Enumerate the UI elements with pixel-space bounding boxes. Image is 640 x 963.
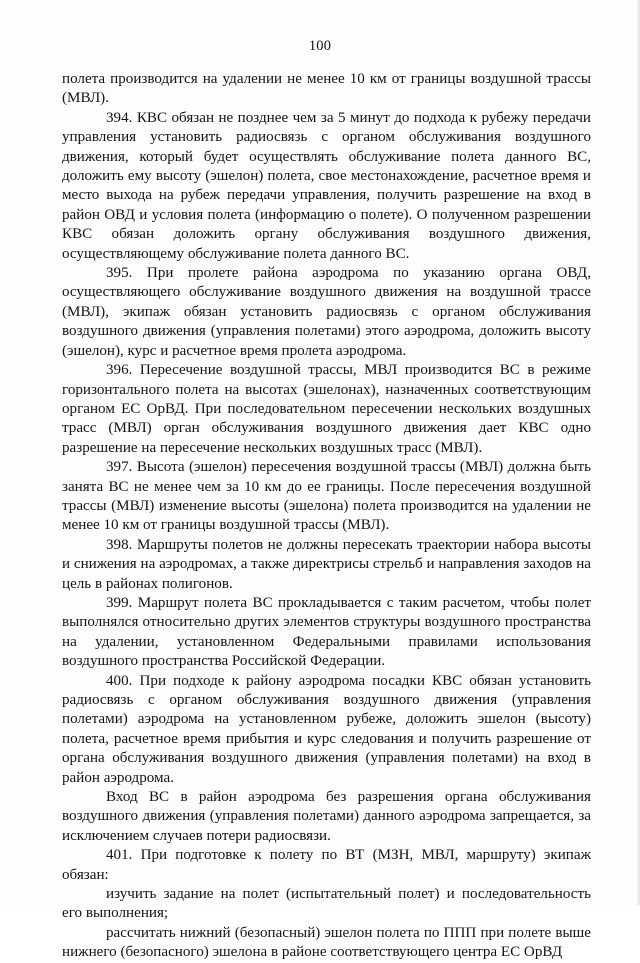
body-text — [62, 70, 591, 963]
paragraph-394: 394. КВС обязан не позднее чем за 5 минут до подхода к рубежу передачи управления установить радиосвязь с органом обслуживания воздушного движения, который будет осуществлять обслуживание полета данного ВС, доложить ему высоту (эшелон) полета, свое местонахождение, расчетное время и место выхода на рубеж передачи управления, получить разрешение на вход в район ОВД и условия полета (информацию о полете). О полученном разрешении КВС обязан доложить органу обслуживания воздушного движения, осуществляющему обслуживание полета данного ВС. — [62, 109, 591, 262]
paragraph-398: 398. Маршруты полетов не должны пересекать траектории набора высоты и снижения на аэродромах, а также директрисы стрельб и направления заходов на цель в районах полигонов. — [62, 536, 591, 592]
paragraph-401-item-study: изучить задание на полет (испытательный полет) и последовательность его выполнения; — [62, 886, 591, 922]
paragraph-401: 401. При подготовке к полету по ВТ (МЗН, МВЛ, маршруту) экипаж обязан: — [62, 847, 591, 883]
paragraph-401-item-calculate: рассчитать нижний (безопасный) эшелон полета по ППП при полете выше нижнего (безопасного) эшелона в районе соответствующего центра ЕС ОрВД — [62, 924, 591, 961]
paragraph-400-entry-rule: Вход ВС в район аэродрома без разрешения органа обслуживания воздушного движения (управления полетами) данного аэродрома запрещается, за исключением случаев потери радиосвязи. — [62, 789, 591, 844]
paragraph-396: 396. Пересечение воздушной трассы, МВЛ производится ВС в режиме горизонтального полета на высотах (эшелонах), назначенных соответствующим органом ЕС ОрВД. При последовательном пересечении нескольких воздушных трасс (МВЛ) орган обслуживания воздушного движения дает КВС одно разрешение на пересечение нескольких воздушных трасс (МВЛ). — [62, 362, 591, 456]
paragraph-395: 395. При пролете района аэродрома по указанию органа ОВД, осуществляющего обслуживание воздушного движения на воздушной трассе (МВЛ), экипаж обязан установить радиосвязь с органом обслуживания воздушного движения (управления полетами) этого аэродрома, доложить высоту (эшелон), курс и расчетное время пролета аэродрома. — [62, 265, 591, 359]
page-number: 100 — [308, 38, 332, 54]
paragraph-397: 397. Высота (эшелон) пересечения воздушной трассы (МВЛ) должна быть занята ВС не менее чем за 10 км до ее границы. После пересечения воздушной трассы (МВЛ) изменение высоты (эшелона) полета производится на удалении не менее 10 км от границы воздушной трассы (МВЛ). — [62, 459, 591, 534]
paragraph-continuation: полета производится на удалении не менее 10 км от границы воздушной трассы (МВЛ). — [62, 71, 591, 107]
paragraph-400: 400. При подходе к району аэродрома посадки КВС обязан установить радиосвязь с органом обслуживания воздушного движения (управления полетами) аэродрома на установленном рубеже, доложить эшелон (высоту) полета, расчетное время прибытия и курс следования и получить разрешение от органа обслуживания воздушного движения (управления полетами) на вход в район аэродрома. — [62, 672, 591, 786]
paragraph-399: 399. Маршрут полета ВС прокладывается с таким расчетом, чтобы полет выполнялся относительно других элементов структуры воздушного пространства на удалении, установленном Федеральными правилами использования воздушного пространства Российской Федерации. — [62, 594, 591, 670]
